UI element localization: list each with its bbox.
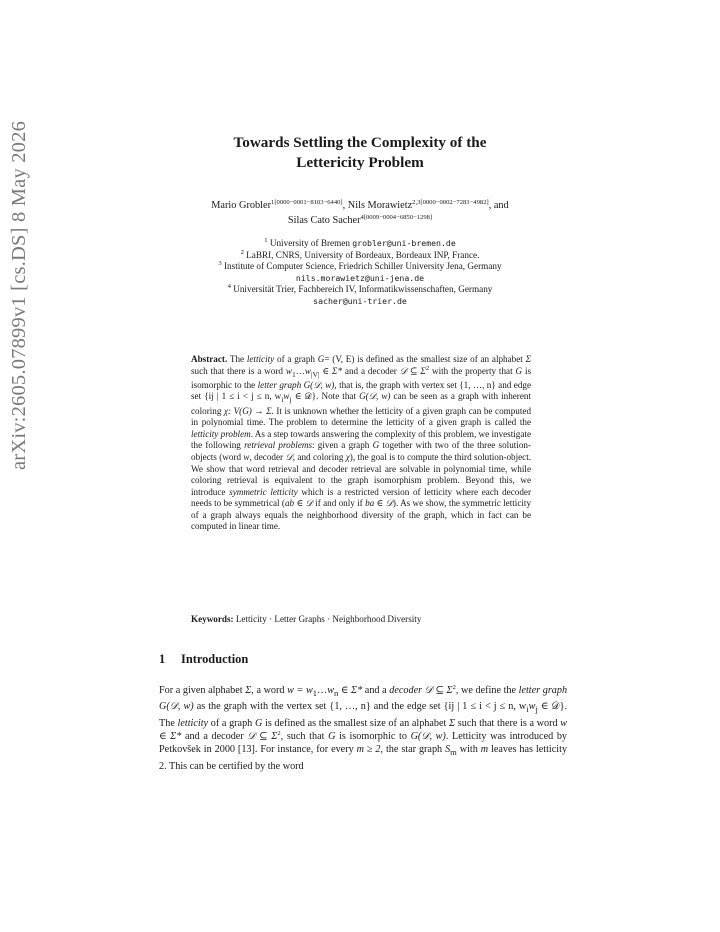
abstract-emph: symmetric letticity [229,486,298,497]
intro-math: m [480,744,489,756]
abstract-label: Abstract. [191,354,228,364]
title-line-2: Lettericity Problem [296,154,424,171]
intro-math: w [528,701,536,713]
abstract-text: . It is unknown whether the letticity of a given graph can be computed in polynomial time. The problem to determine the letticity of a given graph is called the [191,405,532,428]
keyword-1: Letticity [235,614,267,624]
intro-math: w = w [287,685,313,696]
abstract-text: which is a restricted version of letticity where each decoder needs to be symmetrical ( [191,486,531,509]
intro-math: m ≥ 2 [356,744,381,756]
abstract-math-sup: 2 [425,364,430,372]
abstract-math: = (V, E) [324,354,355,364]
affiliation-2-text: LaBRI, CNRS, University of Bordeaux, Bordeaux INP, France. [246,249,480,260]
abstract-text: . As a step towards answering the complexity of this problem, we investigate the following [191,428,531,451]
intro-text: leaves has letticity 2. This can be certified by the word [159,744,568,772]
abstract-math: G [317,354,325,364]
abstract-math: Σ [525,354,532,364]
keywords-label: Keywords: [191,614,234,624]
abstract-math: ∈ Σ* [322,365,343,376]
abstract-text: ). As we show, the symmetric letticity of a graph always equals the neighborhood diversity of the graph, which in fact can be computed in linear time. [191,498,532,532]
author-2-orcid: 2,3[0000−0002−7283−4982] [412,199,489,206]
affiliation-3-email-line [140,273,580,285]
abstract-math: G(𝒟, w) [303,379,335,390]
author-and: and [493,200,509,211]
intro-text: of a graph [210,717,253,729]
abstract-text: is defined as the smallest size of an alphabet [357,354,523,364]
abstract-math: … [295,365,305,376]
author-1: Mario Grobler [211,200,272,211]
intro-text: ∈ 𝒟}. The [159,701,568,729]
abstract-text: , decoder [249,452,284,463]
intro-text: For a given alphabet [159,685,243,696]
intro-math-sub: m [450,747,457,758]
intro-math: 𝒟 ⊆ Σ [247,730,278,742]
affiliation-3 [140,261,580,273]
abstract-math: ab ∈ 𝒟 [284,498,313,509]
paper-title [0,133,720,173]
abstract-text: The [229,354,245,364]
keyword-separator: · [269,614,273,624]
abstract-math: G(𝒟, w) [359,391,391,402]
abstract-emph: letter graph [257,379,302,390]
intro-text: , we define the [455,685,517,696]
abstract-text: is isomorphic to the [191,365,532,390]
intro-math: Σ [245,685,252,696]
intro-text: . Letticity was introduced by Petkovšek in 2000 [13]. For instance, for every [159,730,568,756]
abstract-text: of a graph [277,354,315,364]
intro-text: such that there is a word [457,717,558,729]
abstract-math: ba ∈ 𝒟 [365,498,393,509]
abstract-math: 𝒟 [285,452,293,463]
intro-emph: letter graph [518,685,568,696]
intro-math: S [445,744,451,756]
abstract-math: χ: V(G) → Σ [223,405,272,416]
affiliations [140,238,580,307]
intro-math-sup: 2 [277,729,281,737]
intro-math: G(𝒟, w) [410,730,446,742]
abstract-text: ∈ 𝒟}. Note that [294,391,356,402]
intro-math: 𝒟 ⊆ Σ [424,685,453,696]
abstract-math: G [515,365,523,376]
abstract-math: w [285,365,292,376]
abstract-text: such that there is a word [191,365,283,376]
abstract-math-sub: |V| [310,369,320,379]
intro-text: , the star graph [380,744,443,756]
intro-paragraph [159,684,567,773]
section-number: 1 [159,652,166,666]
abstract-text: , and coloring [292,452,344,463]
affiliation-1-mark: 1 [264,237,268,244]
affiliation-1-text: University of Bremen [269,238,350,248]
intro-text: is isomorphic to [339,730,407,742]
affiliation-2-mark: 2 [240,248,244,256]
intro-math: G(𝒟, w) [159,701,194,713]
intro-math-sub: 1 [312,688,318,699]
affiliation-4 [140,284,580,296]
intro-math-sup: 2 [452,684,456,691]
abstract-text: , that is, the graph with vertex set {1, …, n} and edge set {ij | 1 ≤ i < j ≤ n, w [191,379,532,402]
intro-text: is defined as the smallest size of an alphabet [264,717,447,729]
author-2: Nils Morawietz [347,200,413,211]
affiliation-4-text: Universität Trier, Fachbereich IV, Informatikwissenschaften, Germany [233,284,493,294]
intro-math: w ∈ Σ* [159,717,568,742]
abstract-text: can be seen as a graph with inherent coloring [191,391,531,416]
email-4[interactable]: sacher@uni-trier.de [313,295,407,306]
arxiv-identifier-text: arXiv:2605.07899v1 [cs.DS] 8 May 2026 [8,120,30,470]
intro-text: with [459,744,478,756]
abstract-emph: letticity [246,354,275,364]
section-title: Introduction [181,652,249,666]
author-3: Silas Cato Sacher [287,215,361,226]
abstract-text: with the property that [432,365,513,376]
intro-math: w [327,685,335,696]
affiliation-3-text: Institute of Computer Science, Friedrich Schiller University Jena, Germany [223,261,502,271]
abstract-text: and a decoder [344,365,397,376]
abstract [191,354,531,533]
abstract-text: if and only if [315,498,363,509]
abstract-math: G [372,440,380,451]
email-3[interactable]: nils.morawietz@uni-jena.de [295,272,425,283]
intro-math: Σ [449,717,456,729]
abstract-emph: retrieval problems [244,440,313,451]
intro-text: as the graph with the vertex set {1, …, n} and the edge set {ij | 1 ≤ i < j ≤ n, w [196,701,527,713]
intro-text: and a decoder [184,730,244,742]
affiliation-4-email-line [140,296,580,308]
abstract-math: w [304,365,311,376]
intro-math-sub: j [535,704,538,715]
author-3-orcid: 4[0009−0004−6850−1298] [360,214,433,221]
abstract-math: 𝒟 ⊆ Σ [399,365,426,376]
abstract-math-sub: j [289,395,292,405]
intro-math: G [254,717,263,729]
affiliation-4-mark: 4 [227,283,231,290]
intro-math: ∈ Σ* [340,685,363,696]
abstract-math: χ [345,452,350,463]
intro-emph: decoder [389,685,423,696]
intro-text: and a [364,685,387,696]
affiliation-3-mark: 3 [218,260,222,267]
keyword-2: Letter Graphs [274,614,325,624]
intro-math: G [328,730,336,742]
abstract-emph: letticity problem [191,428,251,439]
email-1[interactable]: grobler@uni-bremen.de [352,238,456,248]
keyword-3: Neighborhood Diversity [332,614,422,624]
section-heading [159,652,248,667]
abstract-math-sub: i [281,395,284,405]
affiliation-1 [140,238,580,250]
abstract-math-sub: 1 [291,369,296,379]
author-1-orcid: 1[0000−0001−8103−6440] [271,199,343,206]
intro-text: , a word [251,685,285,696]
keyword-separator: · [327,614,331,624]
intro-math: … [317,685,328,696]
abstract-text: together with two of the three solution-objects (word [191,440,531,463]
intro-text: , such that [280,730,325,742]
affiliation-2 [140,250,580,262]
intro-emph: letticity [177,717,209,729]
abstract-text: : given a graph [312,440,370,451]
abstract-math: w [243,452,250,463]
intro-math-sub: i [526,704,529,715]
abstract-math: w [283,391,290,402]
intro-math-sub: n [334,688,339,699]
author-list: Mario Grobler$^{1[0000-0001-8103-6440]}$, Nils Morawietz$^{2,3[0000-0002-7283-4982]}$, and Silas Cato Sacher$^{4[0009-0004-6850-1298]}$ [211,199,509,226]
keywords [191,614,531,626]
abstract-text: ), the goal is to compute the third solution-object. We show that word retrieval and decoder retrieval are solvable in polynomial time, while coloring retrieval is equivalent to the graph isomorphism problem. Beyond this, we introduce [191,452,532,497]
title-line-1: Towards Settling the Complexity of the [233,134,487,151]
